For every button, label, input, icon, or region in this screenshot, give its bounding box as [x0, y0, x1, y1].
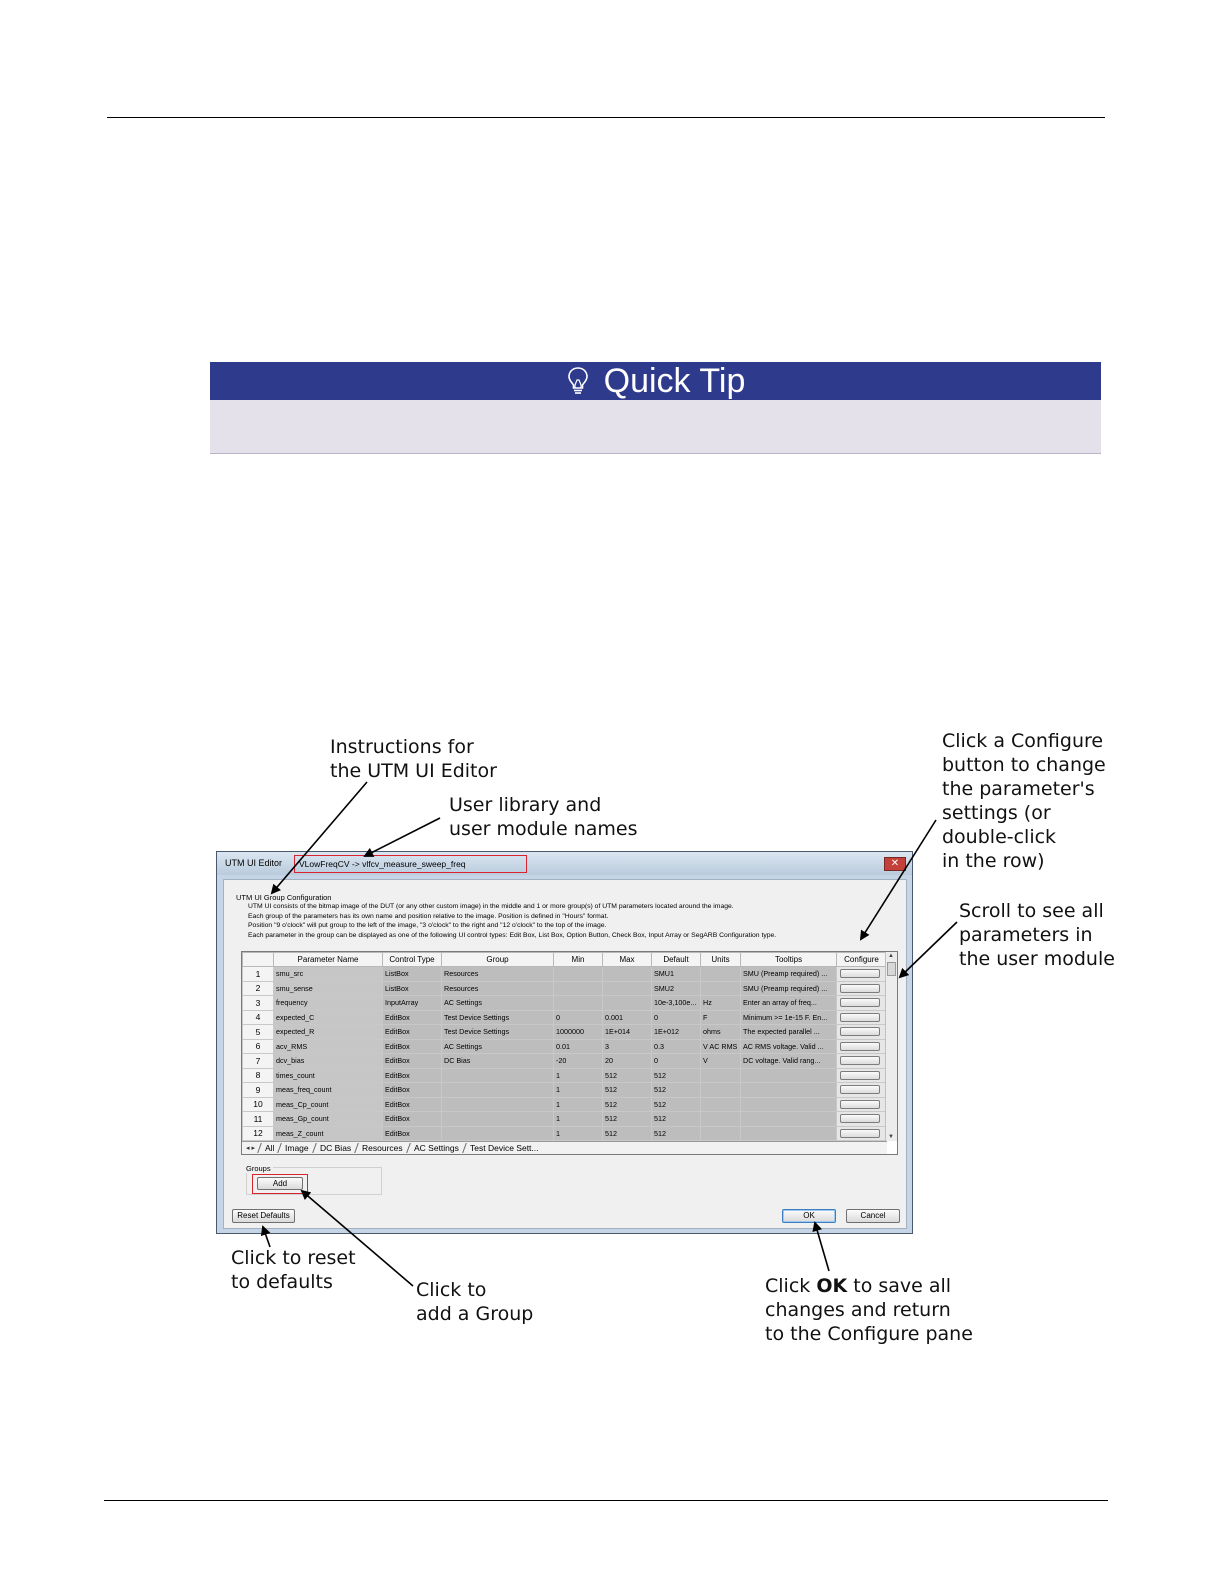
- instruction-line: Each group of the parameters has its own name and position relative to the image. Position is defined in "Hours" format.: [248, 912, 609, 920]
- column-header[interactable]: Default: [652, 953, 701, 967]
- parameter-name-cell[interactable]: meas_Z_count: [274, 1126, 383, 1141]
- callout-line: Instructions for: [330, 736, 474, 758]
- table-cell[interactable]: F: [701, 1010, 741, 1025]
- table-cell[interactable]: Test Device Settings: [442, 1010, 554, 1025]
- callout-line: the user module: [959, 948, 1115, 970]
- module-path: VLowFreqCV -> vlfcv_measure_sweep_freq: [294, 855, 527, 873]
- table-cell[interactable]: 1E+012: [652, 1025, 701, 1040]
- callout-bold: OK: [816, 1275, 848, 1297]
- callout-line: changes and return: [765, 1299, 951, 1321]
- table-cell[interactable]: The expected parallel ...: [741, 1025, 837, 1040]
- table-cell[interactable]: InputArray: [383, 996, 442, 1011]
- callout-line: User library and: [449, 794, 602, 816]
- column-header[interactable]: Units: [701, 953, 741, 967]
- arrow-add: [302, 1191, 413, 1286]
- table-cell[interactable]: DC voltage. Valid rang...: [741, 1054, 837, 1069]
- table-cell[interactable]: 512: [652, 1068, 701, 1083]
- table-cell[interactable]: Resources: [442, 981, 554, 996]
- callout-line: add a Group: [416, 1303, 534, 1325]
- table-cell[interactable]: 512: [603, 1126, 652, 1141]
- callout-line: Scroll to see all: [959, 900, 1104, 922]
- table-cell[interactable]: 1E+014: [603, 1025, 652, 1040]
- tab-label: DC Bias: [320, 1143, 352, 1153]
- parameter-name-cell[interactable]: smu_src: [274, 967, 383, 982]
- table-cell[interactable]: 10e-3,100e...: [652, 996, 701, 1011]
- row-number: 1: [243, 967, 274, 982]
- add-group-button[interactable]: Add: [257, 1177, 303, 1190]
- callout-line: Click to: [416, 1279, 487, 1301]
- tab-label: Image: [285, 1143, 310, 1153]
- reset-defaults-button[interactable]: Reset Defaults: [232, 1209, 295, 1223]
- callout-line: the UTM UI Editor: [330, 760, 497, 782]
- table-cell[interactable]: 512: [603, 1068, 652, 1083]
- parameter-name-cell[interactable]: meas_freq_count: [274, 1083, 383, 1098]
- table-cell[interactable]: ohms: [701, 1025, 741, 1040]
- table-cell[interactable]: Minimum >= 1e-15 F. En...: [741, 1010, 837, 1025]
- column-header[interactable]: Parameter Name: [274, 953, 383, 967]
- table-cell[interactable]: AC Settings: [442, 1039, 554, 1054]
- row-number: 3: [243, 996, 274, 1011]
- table-cell[interactable]: V: [701, 1054, 741, 1069]
- column-header[interactable]: Configure: [837, 953, 887, 967]
- row-number: 6: [243, 1039, 274, 1054]
- group-config-label: UTM UI Group Configuration: [236, 893, 332, 902]
- table-cell[interactable]: ListBox: [383, 981, 442, 996]
- row-number: 10: [243, 1097, 274, 1112]
- callout-line: the parameter's: [942, 778, 1095, 800]
- table-cell[interactable]: 0: [652, 1054, 701, 1069]
- parameter-name-cell[interactable]: smu_sense: [274, 981, 383, 996]
- table-cell[interactable]: 1: [554, 1068, 603, 1083]
- table-cell[interactable]: EditBox: [383, 1126, 442, 1141]
- instruction-line: UTM UI consists of the bitmap image of the DUT (or any other custom image) in the middle and 1 or more group(s) of UTM parameters located around the image.: [248, 903, 734, 910]
- arrow-names: [365, 818, 440, 856]
- table-cell[interactable]: 0.01: [554, 1039, 603, 1054]
- tab-nav-arrows[interactable]: ◂ ▸: [246, 1145, 255, 1152]
- table-cell[interactable]: 1: [554, 1112, 603, 1127]
- column-header[interactable]: Control Type: [383, 953, 442, 967]
- table-cell[interactable]: Hz: [701, 996, 741, 1011]
- parameter-name-cell[interactable]: expected_C: [274, 1010, 383, 1025]
- table-cell[interactable]: 20: [603, 1054, 652, 1069]
- table-cell[interactable]: 3: [603, 1039, 652, 1054]
- table-cell[interactable]: 512: [652, 1097, 701, 1112]
- callout-line: settings (or: [942, 802, 1051, 824]
- table-cell[interactable]: -20: [554, 1054, 603, 1069]
- table-cell[interactable]: Resources: [442, 967, 554, 982]
- callout-line: to defaults: [231, 1271, 333, 1293]
- table-cell[interactable]: SMU (Preamp required) ...: [741, 981, 837, 996]
- parameter-name-cell[interactable]: dcv_bias: [274, 1054, 383, 1069]
- column-header[interactable]: Group: [442, 953, 554, 967]
- column-header[interactable]: Max: [603, 953, 652, 967]
- table-cell[interactable]: 0: [554, 1010, 603, 1025]
- table-cell[interactable]: EditBox: [383, 1010, 442, 1025]
- parameter-name-cell[interactable]: times_count: [274, 1068, 383, 1083]
- table-cell[interactable]: 1000000: [554, 1025, 603, 1040]
- table-cell[interactable]: V AC RMS: [701, 1039, 741, 1054]
- table-cell[interactable]: 512: [652, 1083, 701, 1098]
- table-cell[interactable]: EditBox: [383, 1097, 442, 1112]
- arrow-ok: [815, 1223, 829, 1271]
- table-cell[interactable]: AC Settings: [442, 996, 554, 1011]
- footer-rule: [104, 1500, 1108, 1501]
- row-number: 4: [243, 1010, 274, 1025]
- instruction-line: Each parameter in the group can be displayed as one of the following UI control types: Edit Box, List Box, Option Button, Check Box, Input Array or SegARB Configuration type.: [248, 931, 777, 939]
- table-cell[interactable]: 0.3: [652, 1039, 701, 1054]
- tab-label: Test Device Sett...: [469, 1143, 539, 1153]
- callout-line: double-click: [942, 826, 1057, 848]
- window-title: UTM UI Editor: [225, 858, 283, 868]
- table-cell[interactable]: DC Bias: [442, 1054, 554, 1069]
- table-cell[interactable]: EditBox: [383, 1039, 442, 1054]
- tab-label: Resources: [362, 1143, 403, 1153]
- callout-text: Click: [765, 1275, 817, 1297]
- row-number: 8: [243, 1068, 274, 1083]
- table-cell[interactable]: EditBox: [383, 1068, 442, 1083]
- table-cell[interactable]: 0.001: [603, 1010, 652, 1025]
- parameter-name-cell[interactable]: meas_Gp_count: [274, 1112, 383, 1127]
- row-number: 11: [243, 1112, 274, 1127]
- table-cell[interactable]: EditBox: [383, 1083, 442, 1098]
- callout-line: parameters in: [959, 924, 1093, 946]
- callout-line: Click to reset: [231, 1247, 356, 1269]
- callout-line: user module names: [449, 818, 638, 840]
- parameter-name-cell[interactable]: acv_RMS: [274, 1039, 383, 1054]
- column-header[interactable]: Min: [554, 953, 603, 967]
- callout-line: in the row): [942, 850, 1045, 872]
- callout-line: button to change: [942, 754, 1106, 776]
- groups-label: Groups: [246, 1164, 271, 1173]
- parameter-name-cell[interactable]: meas_Cp_count: [274, 1097, 383, 1112]
- table-cell[interactable]: 1: [554, 1126, 603, 1141]
- table-cell[interactable]: AC RMS voltage. Valid ...: [741, 1039, 837, 1054]
- tab-label: AC Settings: [413, 1143, 459, 1153]
- row-number: 5: [243, 1025, 274, 1040]
- arrow-configure: [861, 820, 936, 939]
- scroll-down-icon[interactable]: ▼: [888, 1134, 894, 1140]
- callout-line: Click a Configure: [942, 730, 1104, 752]
- table-cell[interactable]: 512: [603, 1097, 652, 1112]
- row-number: 2: [243, 981, 274, 996]
- table-cell[interactable]: 512: [652, 1112, 701, 1127]
- table-cell[interactable]: 1: [554, 1097, 603, 1112]
- tab-label: All: [264, 1143, 275, 1153]
- table-cell[interactable]: ListBox: [383, 967, 442, 982]
- table-cell[interactable]: SMU2: [652, 981, 701, 996]
- table-cell[interactable]: 512: [603, 1112, 652, 1127]
- table-cell[interactable]: 512: [652, 1126, 701, 1141]
- scroll-up-icon[interactable]: ▲: [888, 953, 894, 959]
- table-cell[interactable]: 512: [603, 1083, 652, 1098]
- table-cell[interactable]: Enter an array of freq...: [741, 996, 837, 1011]
- table-cell[interactable]: Test Device Settings: [442, 1025, 554, 1040]
- cancel-button[interactable]: Cancel: [846, 1209, 900, 1223]
- close-button[interactable]: ✕: [884, 857, 906, 871]
- row-number: 9: [243, 1083, 274, 1098]
- arrow-scroll: [900, 922, 957, 977]
- callout-line: to the Configure pane: [765, 1323, 973, 1345]
- column-header[interactable]: Tooltips: [741, 953, 837, 967]
- table-cell[interactable]: 1: [554, 1083, 603, 1098]
- parameter-name-cell[interactable]: expected_R: [274, 1025, 383, 1040]
- quick-tip-title: Quick Tip: [603, 361, 746, 400]
- instruction-line: Position "9 o'clock" will put group to the left of the image, "3 o'clock" to the right and "12 o'clock" to the top of the image.: [248, 922, 607, 930]
- callout-text: to save all: [847, 1275, 952, 1297]
- row-number: 12: [243, 1126, 274, 1141]
- table-cell[interactable]: 0: [652, 1010, 701, 1025]
- parameter-name-cell[interactable]: frequency: [274, 996, 383, 1011]
- row-number: 7: [243, 1054, 274, 1069]
- table-cell[interactable]: EditBox: [383, 1112, 442, 1127]
- ok-button[interactable]: OK: [782, 1209, 836, 1223]
- arrow-instructions: [272, 782, 367, 893]
- arrow-reset: [263, 1227, 270, 1247]
- table-cell[interactable]: EditBox: [383, 1054, 442, 1069]
- table-cell[interactable]: SMU (Preamp required) ...: [741, 967, 837, 982]
- table-cell[interactable]: SMU1: [652, 967, 701, 982]
- table-cell[interactable]: EditBox: [383, 1025, 442, 1040]
